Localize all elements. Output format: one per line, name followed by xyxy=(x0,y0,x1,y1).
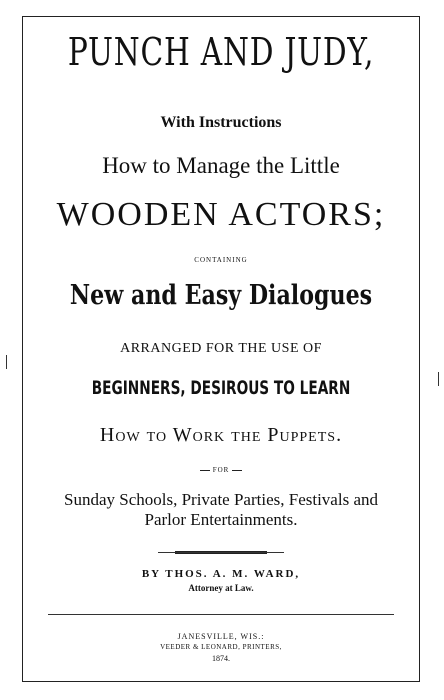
for-label xyxy=(22,466,420,474)
audience-line-2: Parlor Entertainments. xyxy=(144,510,298,529)
dialogues-heading: New and Easy Dialogues xyxy=(69,280,373,311)
puppets-text: How to Work the Puppets. xyxy=(99,424,343,446)
ornamental-rule-thin xyxy=(158,552,284,553)
book-title: PUNCH AND JUDY, xyxy=(67,30,375,74)
imprint-place: JANESVILLE, WIS.: xyxy=(177,632,265,641)
imprint-printers: VEEDER & LEONARD, PRINTERS, xyxy=(160,643,282,651)
imprint-year: 1874. xyxy=(212,654,230,663)
containing-label: CONTAINING xyxy=(194,256,248,264)
subtitle-line-2: How to Manage the Little xyxy=(102,153,340,178)
page-mark xyxy=(438,372,439,386)
author-role: Attorney at Law. xyxy=(188,583,254,593)
imprint-rule xyxy=(48,614,394,615)
subtitle-line-1: With Instructions xyxy=(160,114,282,131)
audience-line-1: Sunday Schools, Private Parties, Festivals and xyxy=(63,490,378,509)
author-byline: BY THOS. A. M. WARD, xyxy=(141,568,301,580)
dash-left xyxy=(200,470,210,471)
arranged-line: ARRANGED FOR THE USE OF xyxy=(120,341,322,356)
beginners-line: BEGINNERS, DESIROUS TO LEARN xyxy=(91,377,351,399)
puppets-line xyxy=(22,424,420,447)
subtitle-line-3: WOODEN ACTORS; xyxy=(56,196,386,233)
page-mark xyxy=(6,355,7,369)
dash-right xyxy=(232,470,242,471)
for-text: FOR xyxy=(212,466,230,474)
